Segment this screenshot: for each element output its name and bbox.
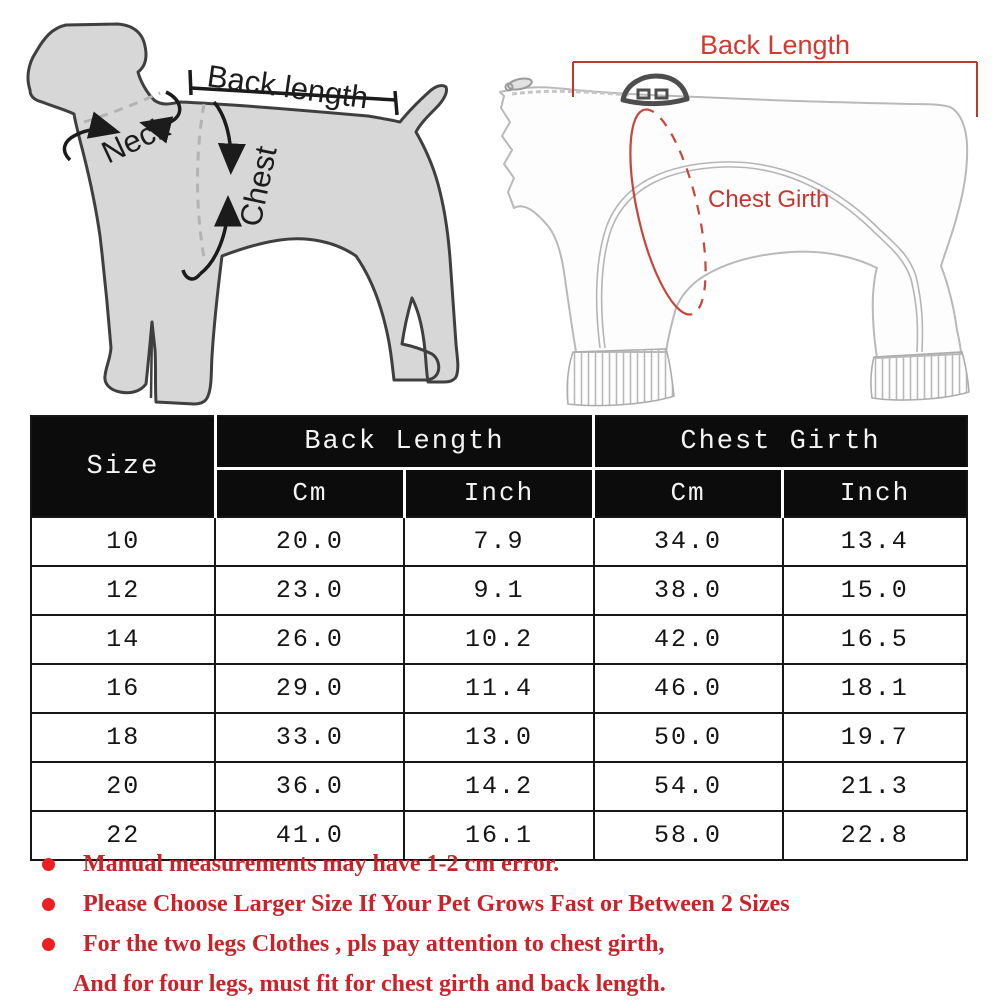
column-header-bl-cm: Cm bbox=[215, 469, 404, 518]
size-cell: 10 bbox=[31, 517, 215, 566]
dog-measurement-diagram bbox=[0, 0, 480, 412]
column-header-cg-cm: Cm bbox=[594, 469, 783, 518]
size-cell: 18 bbox=[31, 713, 215, 762]
back-length-label: Back length bbox=[205, 58, 371, 116]
garment-chest-girth-label: Chest Girth bbox=[708, 186, 830, 213]
table-row: 20 36.0 14.2 54.0 21.3 bbox=[31, 762, 967, 811]
table-row: 16 29.0 11.4 46.0 18.1 bbox=[31, 664, 967, 713]
chest-label: Chest bbox=[232, 142, 284, 230]
table-row: 22 41.0 16.1 58.0 22.8 bbox=[31, 811, 967, 860]
front-leg-split-line bbox=[151, 322, 152, 398]
bullet-dot-icon bbox=[42, 938, 55, 951]
column-group-chest-girth: Chest Girth bbox=[594, 416, 967, 469]
garment-outline bbox=[500, 87, 967, 358]
leash-ring-icon bbox=[623, 76, 687, 104]
table-row: 10 20.0 7.9 34.0 13.4 bbox=[31, 517, 967, 566]
column-header-bl-inch: Inch bbox=[404, 469, 593, 518]
size-cell: 22 bbox=[31, 811, 215, 860]
rear-leg-cuff bbox=[871, 352, 969, 400]
note-text: Please Choose Larger Size If Your Pet Grows Fast or Between 2 Sizes bbox=[83, 890, 790, 917]
note-text: For the two legs Clothes , pls pay attention to chest girth, bbox=[83, 930, 665, 957]
neck-label: Neck bbox=[96, 108, 175, 171]
note-line bbox=[42, 844, 982, 884]
column-header-size: Size bbox=[31, 416, 215, 517]
note-line bbox=[42, 924, 982, 964]
bullet-dot-icon bbox=[42, 898, 55, 911]
garment-diagram bbox=[480, 0, 1000, 412]
notes-section bbox=[42, 844, 982, 1004]
table-row: 14 26.0 10.2 42.0 16.5 bbox=[31, 615, 967, 664]
note-text: And for four legs, must fit for chest girth and back length. bbox=[73, 970, 666, 997]
size-cell: 14 bbox=[31, 615, 215, 664]
column-header-cg-inch: Inch bbox=[783, 469, 967, 518]
size-table bbox=[30, 415, 968, 861]
note-text: Manual measurements may have 1-2 cm error. bbox=[83, 850, 560, 877]
table-row: 12 23.0 9.1 38.0 15.0 bbox=[31, 566, 967, 615]
note-line-continuation bbox=[42, 964, 982, 1004]
column-group-back-length: Back Length bbox=[215, 416, 593, 469]
size-cell: 20 bbox=[31, 762, 215, 811]
garment-back-length-label: Back Length bbox=[699, 30, 851, 60]
size-cell: 12 bbox=[31, 566, 215, 615]
front-leg-cuff bbox=[567, 349, 674, 406]
size-cell: 16 bbox=[31, 664, 215, 713]
table-row: 18 33.0 13.0 50.0 19.7 bbox=[31, 713, 967, 762]
note-line bbox=[42, 884, 982, 924]
bullet-dot-icon bbox=[42, 858, 55, 871]
